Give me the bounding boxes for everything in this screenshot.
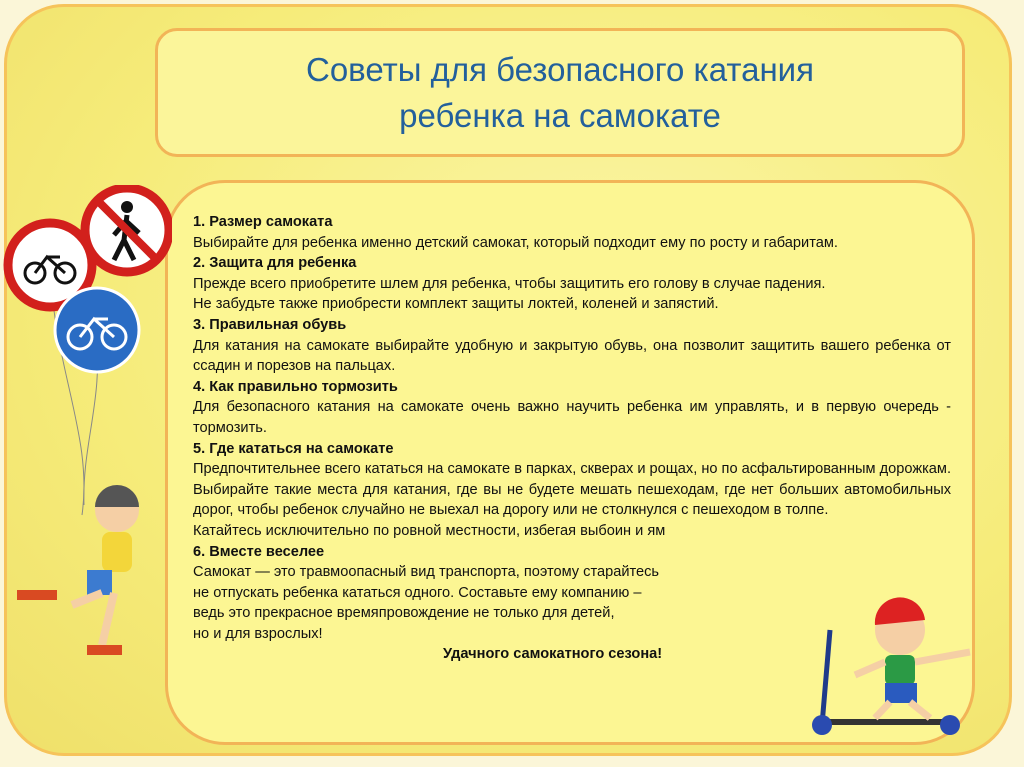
section-paragraph: Выбирайте для ребенка именно детский самокат, который подходит ему по росту и габаритам. <box>193 234 838 251</box>
section-heading: 5. Где кататься на самокате <box>193 440 394 457</box>
section-heading: 3. Правильная обувь <box>193 316 347 333</box>
tips-text <box>193 212 951 665</box>
closing-text: Удачного самокатного сезона! <box>443 646 663 663</box>
no-pedestrian-sign-icon <box>85 188 169 272</box>
section-line: Самокат — это травмоопасный вид транспорта, поэтому старайтесь <box>193 564 660 581</box>
section-paragraph: Прежде всего приобретите шлем для ребенка, чтобы защитить его голову в случае падения. <box>193 275 826 292</box>
section-line: ведь это прекрасное времяпровождение не только для детей, <box>193 605 615 622</box>
traffic-signs-illustration <box>2 185 172 685</box>
section-paragraph: Не забудьте также приобрести комплект защиты локтей, коленей и запястий. <box>193 296 719 313</box>
section-heading: 1. Размер самоката <box>193 214 333 230</box>
bicycle-path-sign-icon <box>55 288 139 372</box>
section-heading: 2. Защита для ребенка <box>193 255 357 272</box>
title-line-1: Советы для безопасного катания <box>306 50 814 88</box>
section-paragraph: Для катания на самокате выбирайте удобную и закрытую обувь, она позволит защитить вашего ребенка от ссадин и порезов на пальцах. <box>193 337 951 375</box>
section-line: не отпускать ребенка кататься одного. Составьте ему компанию – <box>193 584 642 601</box>
section-paragraph: Катайтесь исключительно по ровной местности, избегая выбоин и ям <box>193 522 666 539</box>
title-line-2: ребенка на самокате <box>399 96 721 134</box>
section-heading: 6. Вместе веселее <box>193 543 325 560</box>
section-paragraph: Предпочтительнее всего кататься на самокате в парках, скверах и рощах, но по асфальтированным дорожкам. Выбирайте такие места для катания, где вы не будете мешать пешеходам, где нет больших автомобильных дорог, чтобы ребенок случайно не выехал на дорогу или не столкнулся с пешеходом в толпе. <box>193 461 951 519</box>
rollerskating-child-icon <box>17 485 139 655</box>
section-paragraph: Для безопасного катания на самокате очень важно научить ребенка им управлять, и в первую очередь - тормозить. <box>193 399 951 436</box>
section-heading: 4. Как правильно тормозить <box>193 378 398 395</box>
section-line: но и для взрослых! <box>193 625 323 642</box>
title-box <box>155 28 965 157</box>
